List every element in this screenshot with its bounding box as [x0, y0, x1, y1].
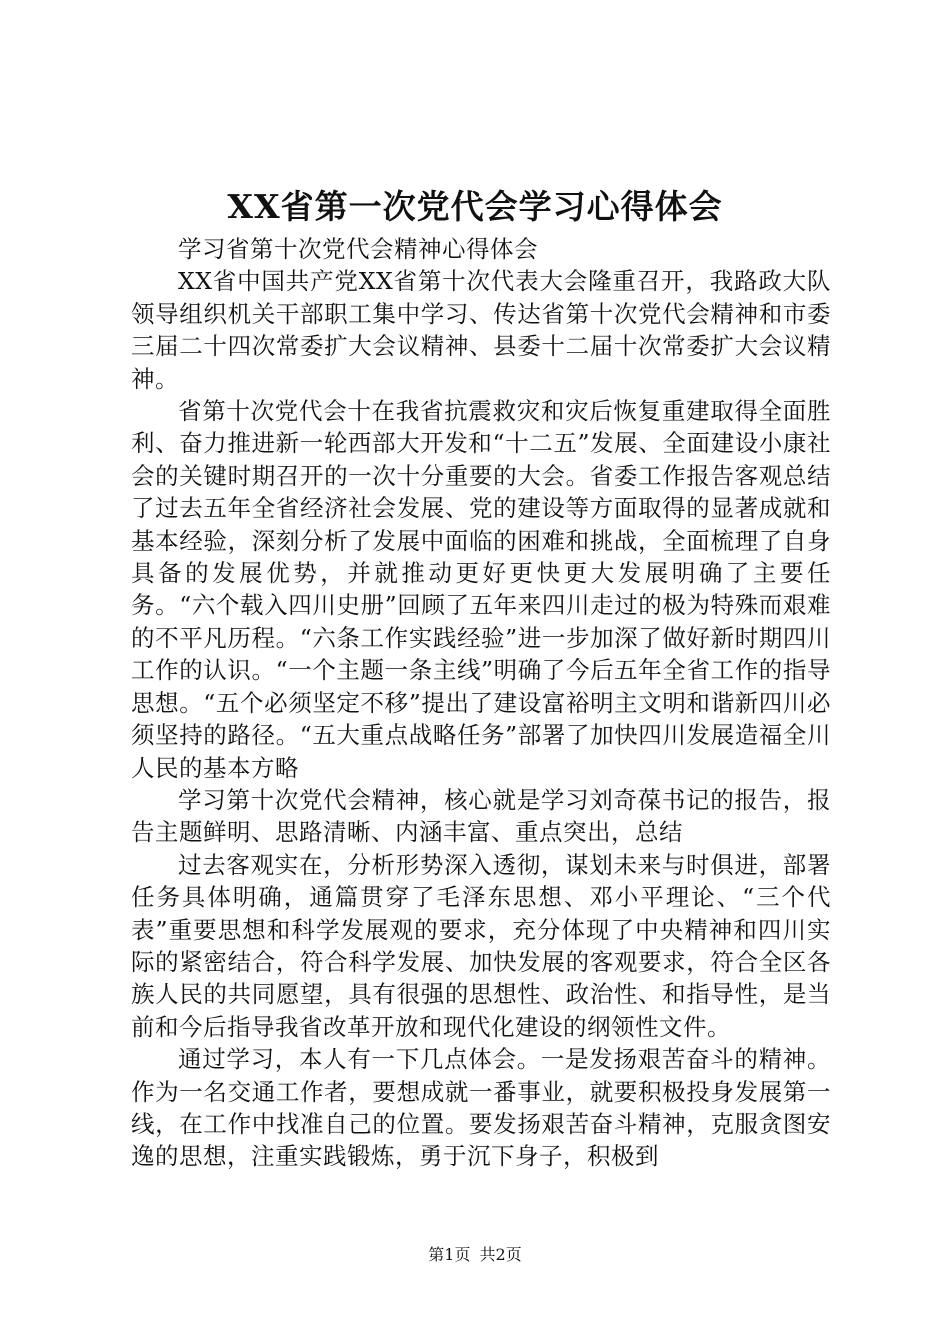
page-total: 共2页 — [479, 1245, 522, 1264]
document-subtitle: 学习省第十次党代会精神心得体会 — [178, 235, 538, 263]
paragraph: 通过学习，本人有一下几点体会。一是发扬艰苦奋斗的精神。作为一名交通工作者，要想成就一番事业，就要积极投身发展第一线，在工作中找准自己的位置。要发扬艰苦奋斗精神，克服贪图安逸的思想，注重实践锻炼，勇于沉下身子，积极到 — [131, 1045, 831, 1171]
page-number: 第1页 — [428, 1245, 471, 1264]
document-body — [131, 233, 831, 1173]
document-title: XX省第一次党代会学习心得体会 — [227, 187, 723, 226]
paragraph: 学习第十次党代会精神，核心就是学习刘奇葆书记的报告，报告主题鲜明、思路清晰、内涵丰富、重点突出，总结 — [131, 785, 831, 847]
paragraph: 省第十次党代会十在我省抗震救灾和灾后恢复重建取得全面胜利、奋力推进新一轮西部大开发和“十二五”发展、全面建设小康社会的关键时期召开的一次十分重要的大会。省委工作报告客观总结了过去五年全省经济社会发展、党的建设等方面取得的显著成就和基本经验，深刻分析了发展中面临的困难和挑战，全面梳理了自身具备的发展优势，并就推动更好更快更大发展明确了主要任务。“六个载入四川史册”回顾了五年来四川走过的极为特殊而艰难的不平凡历程。“六条工作实践经验”进一步加深了做好新时期四川工作的认识。“一个主题一条主线”明确了今后五年全省工作的指导思想。“五个必须坚定不移”提出了建设富裕明主文明和谐新四川必须坚持的路径。“五大重点战略任务”部署了加快四川发展造福全川人民的基本方略 — [131, 397, 831, 782]
paragraph: XX省中国共产党XX省第十次代表大会隆重召开，我路政大队领导组织机关干部职工集中学习、传达省第十次党代会精神和市委三届二十四次常委扩大会议精神、县委十二届十次常委扩大会议精神。 — [131, 267, 831, 393]
page-footer — [0, 1244, 950, 1266]
paragraph: 过去客观实在，分析形势深入透彻，谋划未来与时俱进，部署任务具体明确，通篇贯穿了毛泽东思想、邓小平理论、“三个代表”重要思想和科学发展观的要求，充分体现了中央精神和四川实际的紧密结合，符合科学发展、加快发展的客观要求，符合全区各族人民的共同愿望，具有很强的思想性、政治性、和指导性，是当前和今后指导我省改革开放和现代化建设的纲领性文件。 — [131, 850, 831, 1041]
